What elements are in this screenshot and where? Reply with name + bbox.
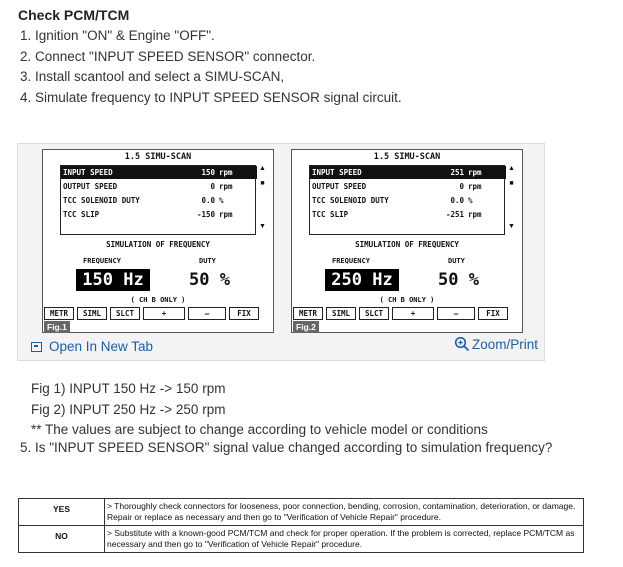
data-list (60, 165, 256, 235)
fix-softkey: FIX (229, 307, 259, 320)
metr-softkey: METR (44, 307, 74, 320)
screen-title: 1.5 SIMU-SCAN (373, 152, 441, 162)
table-row (19, 526, 584, 553)
scroll-down-icon: ▼ (508, 223, 515, 230)
frequency-value: 150 Hz (76, 269, 150, 291)
procedure-steps (20, 26, 402, 108)
row-value: 0.0 (201, 196, 215, 205)
zoom-icon (454, 336, 470, 352)
row-unit: rpm (219, 168, 233, 177)
data-row (61, 194, 257, 207)
scroll-up-icon: ▲ (508, 165, 515, 172)
row-value: 0 (459, 182, 464, 191)
row-label: OUTPUT SPEED (312, 182, 367, 191)
row-value: -150 (196, 210, 215, 219)
data-row (310, 180, 506, 193)
step-item: 1. Ignition "ON" & Engine "OFF". (20, 28, 215, 43)
plus-softkey: + (392, 307, 434, 320)
zoom-print-label: Zoom/Print (471, 336, 538, 352)
row-label: TCC SLIP (63, 210, 100, 219)
siml-softkey: SIML (77, 307, 107, 320)
figure-container (17, 143, 545, 361)
scrollbar (257, 165, 268, 235)
scroll-thumb-icon: ■ (260, 180, 265, 187)
row-value: 0 (210, 182, 215, 191)
result-action: > Thoroughly check connectors for looseness, poor connection, bending, corrosion, contamination, deterioration, or damage. Repair or replace as necessary and then go to "Verification of Vehicle Repair" procedure. (105, 499, 584, 526)
data-row (61, 180, 257, 193)
row-value: 0.0 (450, 196, 464, 205)
siml-softkey: SIML (326, 307, 356, 320)
table-row (19, 499, 584, 526)
channel-note: ( CH B ONLY ) (379, 296, 435, 304)
row-unit: % (219, 196, 224, 205)
softkey-row (293, 307, 521, 321)
row-value: -251 (445, 210, 464, 219)
note-line: Fig 2) INPUT 250 Hz -> 250 rpm (31, 401, 226, 417)
data-list (309, 165, 505, 235)
data-row (61, 208, 257, 221)
simulation-title: SIMULATION OF FREQUENCY (355, 240, 459, 249)
zoom-print-link[interactable] (454, 336, 538, 352)
metr-softkey: METR (293, 307, 323, 320)
row-unit: rpm (219, 210, 233, 219)
row-unit: rpm (468, 168, 482, 177)
data-row-selected (61, 166, 257, 179)
row-unit: % (468, 196, 473, 205)
scrollbar (506, 165, 517, 235)
figure-notes (31, 379, 488, 441)
minus-softkey: — (188, 307, 226, 320)
plus-softkey: + (143, 307, 185, 320)
note-line: Fig 1) INPUT 150 Hz -> 150 rpm (31, 381, 226, 396)
duty-value: 50 % (189, 270, 230, 290)
figure-tag: Fig.1 (44, 321, 70, 333)
row-label: TCC SOLENOID DUTY (312, 196, 389, 205)
result-action: > Substitute with a known-good PCM/TCM and check for proper operation. If the problem is corrected, replace PCM/TCM as necessary and then go to "Verification of Vehicle Repair" procedure. (105, 526, 584, 553)
row-unit: rpm (468, 182, 482, 191)
minus-softkey: — (437, 307, 475, 320)
scroll-down-icon: ▼ (259, 223, 266, 230)
result-key: YES (19, 499, 105, 526)
simulation-title: SIMULATION OF FREQUENCY (106, 240, 210, 249)
scantool-screen-fig2 (291, 149, 523, 333)
scantool-screen-fig1 (42, 149, 274, 333)
result-table (18, 498, 584, 553)
slct-softkey: SLCT (359, 307, 389, 320)
row-label: INPUT SPEED (312, 168, 362, 177)
row-unit: rpm (219, 182, 233, 191)
page-title: Check PCM/TCM (18, 7, 130, 23)
data-row-selected (310, 166, 506, 179)
new-tab-icon (31, 342, 42, 352)
open-new-tab-label: Open In New Tab (49, 339, 154, 354)
frequency-label: FREQUENCY (83, 257, 121, 265)
row-label: TCC SLIP (312, 210, 349, 219)
row-value: 150 (201, 168, 215, 177)
row-label: TCC SOLENOID DUTY (63, 196, 140, 205)
softkey-row (44, 307, 272, 321)
screen-title: 1.5 SIMU-SCAN (124, 152, 192, 162)
duty-label: DUTY (199, 257, 216, 265)
row-unit: rpm (468, 210, 482, 219)
row-label: INPUT SPEED (63, 168, 113, 177)
step-item: 4. Simulate frequency to INPUT SPEED SENSOR signal circuit. (20, 89, 402, 105)
data-row (310, 194, 506, 207)
frequency-value: 250 Hz (325, 269, 399, 291)
row-label: OUTPUT SPEED (63, 182, 118, 191)
scroll-thumb-icon: ■ (509, 180, 514, 187)
result-key: NO (19, 526, 105, 553)
fix-softkey: FIX (478, 307, 508, 320)
check-question: 5. Is "INPUT SPEED SENSOR" signal value changed according to simulation frequency? (20, 440, 553, 455)
open-new-tab-link[interactable] (31, 339, 153, 354)
figure-tag: Fig.2 (293, 321, 319, 333)
step-item: 3. Install scantool and select a SIMU-SCAN, (20, 69, 285, 84)
channel-note: ( CH B ONLY ) (130, 296, 186, 304)
step-item: 2. Connect "INPUT SPEED SENSOR" connector. (20, 48, 316, 64)
duty-value: 50 % (438, 270, 479, 290)
row-value: 251 (450, 168, 464, 177)
scroll-up-icon: ▲ (259, 165, 266, 172)
duty-label: DUTY (448, 257, 465, 265)
data-row (310, 208, 506, 221)
note-line: ** The values are subject to change according to vehicle model or conditions (31, 422, 488, 437)
slct-softkey: SLCT (110, 307, 140, 320)
frequency-label: FREQUENCY (332, 257, 370, 265)
